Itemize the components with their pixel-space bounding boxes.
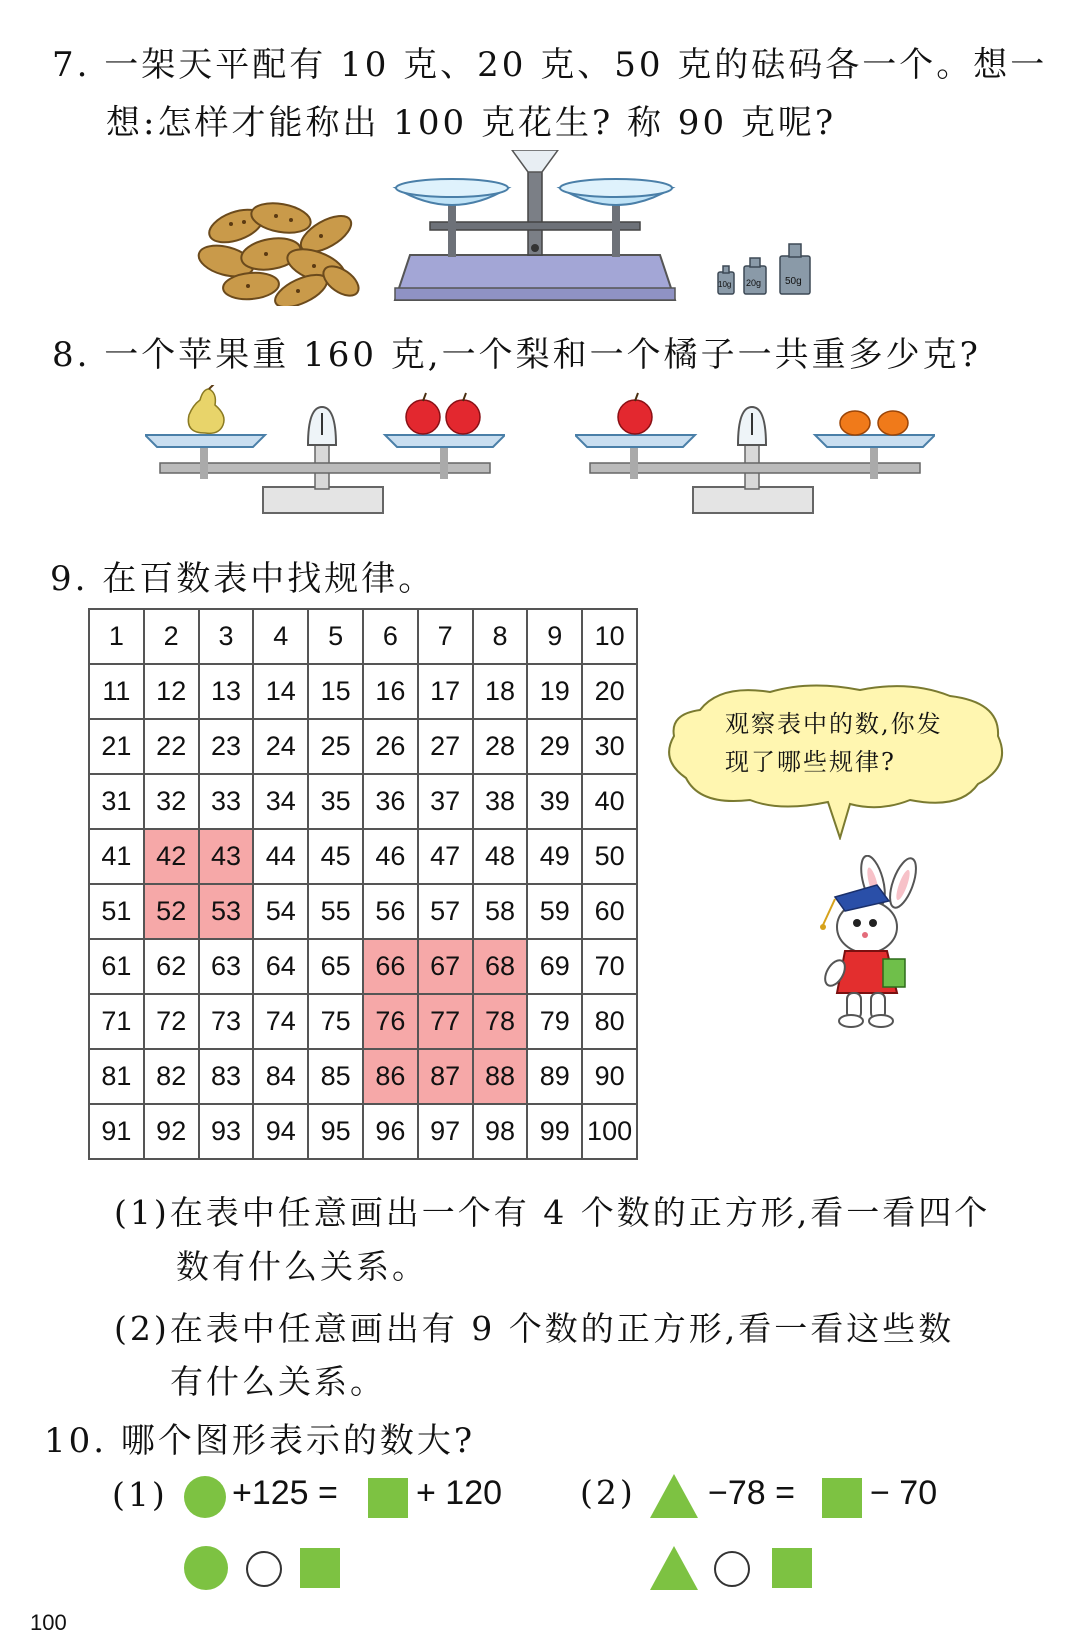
hundred-chart-cell: 26 — [363, 719, 418, 774]
hundred-chart-cell: 80 — [582, 994, 637, 1049]
hundred-chart-cell: 75 — [308, 994, 363, 1049]
hundred-chart-cell: 33 — [199, 774, 254, 829]
bubble-line1: 观察表中的数,你发 — [725, 710, 943, 738]
hundred-chart-cell: 87 — [418, 1049, 473, 1104]
hundred-chart-cell: 62 — [144, 939, 199, 994]
hundred-chart-cell: 63 — [199, 939, 254, 994]
q9-sub1-line2: 数有什么关系。 — [176, 1247, 428, 1286]
hundred-chart-cell: 42 — [144, 829, 199, 884]
hundred-chart-row — [89, 774, 637, 829]
hundred-chart-cell: 97 — [418, 1104, 473, 1159]
hundred-chart-row — [89, 939, 637, 994]
hundred-chart-cell: 67 — [418, 939, 473, 994]
hundred-chart-cell: 81 — [89, 1049, 144, 1104]
hundred-chart-cell: 9 — [527, 609, 582, 664]
answer-green-square-icon — [300, 1548, 340, 1588]
hundred-chart-cell: 94 — [253, 1104, 308, 1159]
weight-label-20g: 20g — [746, 278, 762, 288]
hundred-chart-cell: 44 — [253, 829, 308, 884]
hundred-chart-cell: 92 — [144, 1104, 199, 1159]
q10-p2-left: −78 = — [708, 1474, 795, 1512]
hundred-chart-cell: 7 — [418, 609, 473, 664]
q7-text-line1: 一架天平配有 10 克、20 克、50 克的砝码各一个。想一 — [104, 45, 1048, 85]
bubble-text — [725, 705, 943, 781]
hundred-chart-cell: 55 — [308, 884, 363, 939]
hundred-chart-row — [89, 719, 637, 774]
hundred-chart-cell: 46 — [363, 829, 418, 884]
hundred-chart-cell: 35 — [308, 774, 363, 829]
hundred-chart-cell: 79 — [527, 994, 582, 1049]
hundred-chart-cell: 31 — [89, 774, 144, 829]
weights-group — [716, 238, 816, 298]
hundred-chart-row — [89, 609, 637, 664]
hundred-chart-row — [89, 1049, 637, 1104]
q9-number: 9. — [50, 559, 89, 599]
hundred-chart-cell: 39 — [527, 774, 582, 829]
hundred-chart-cell: 69 — [527, 939, 582, 994]
hundred-chart-cell: 40 — [582, 774, 637, 829]
hundred-chart-cell: 83 — [199, 1049, 254, 1104]
hundred-chart-cell: 36 — [363, 774, 418, 829]
hundred-chart-cell: 47 — [418, 829, 473, 884]
hundred-chart-row — [89, 829, 637, 884]
green-square-icon-2 — [822, 1478, 862, 1518]
hundred-chart-cell: 76 — [363, 994, 418, 1049]
hundred-chart-cell: 58 — [473, 884, 528, 939]
green-circle-icon — [184, 1476, 226, 1518]
hundred-chart-cell: 20 — [582, 664, 637, 719]
q9-line — [50, 550, 435, 608]
scale-apple-oranges-illustration — [575, 385, 935, 525]
hundred-chart-cell: 85 — [308, 1049, 363, 1104]
hundred-chart-cell: 60 — [582, 884, 637, 939]
hundred-chart-cell: 16 — [363, 664, 418, 719]
bubble-line2: 现了哪些规律? — [725, 748, 896, 776]
hundred-chart-cell: 64 — [253, 939, 308, 994]
weight-label-10g: 10g — [718, 280, 732, 289]
q10-p2-label: (2) — [580, 1473, 636, 1512]
hundred-chart-cell: 51 — [89, 884, 144, 939]
hundred-chart-cell: 6 — [363, 609, 418, 664]
hundred-chart-cell: 21 — [89, 719, 144, 774]
peanuts-illustration — [196, 196, 366, 306]
page-number: 100 — [30, 1610, 67, 1635]
answer-blank-circle-icon[interactable] — [246, 1551, 282, 1587]
hundred-chart-cell: 84 — [253, 1049, 308, 1104]
hundred-chart-cell: 99 — [527, 1104, 582, 1159]
q10-text: 哪个图形表示的数大? — [120, 1421, 476, 1461]
hundred-chart-cell: 17 — [418, 664, 473, 719]
hundred-chart-cell: 32 — [144, 774, 199, 829]
q7-text-line2: 想:怎样才能称出 100 克花生? 称 90 克呢? — [106, 103, 837, 143]
green-triangle-icon — [650, 1474, 698, 1518]
hundred-chart-cell: 54 — [253, 884, 308, 939]
hundred-chart-cell: 96 — [363, 1104, 418, 1159]
hundred-chart-cell: 61 — [89, 939, 144, 994]
q10-p1-label: (1) — [112, 1475, 168, 1514]
hundred-chart-cell: 95 — [308, 1104, 363, 1159]
hundred-chart-cell: 49 — [527, 829, 582, 884]
hundred-chart-cell: 71 — [89, 994, 144, 1049]
hundred-chart-cell: 93 — [199, 1104, 254, 1159]
hundred-chart-cell: 73 — [199, 994, 254, 1049]
hundred-chart-cell: 14 — [253, 664, 308, 719]
hundred-chart-cell: 78 — [473, 994, 528, 1049]
hundred-chart-cell: 53 — [199, 884, 254, 939]
q10-line — [44, 1412, 475, 1470]
q9-sub2-line1: (2)在表中任意画出有 9 个数的正方形,看一看这些数 — [114, 1309, 955, 1348]
hundred-chart-cell: 24 — [253, 719, 308, 774]
hundred-chart-cell: 15 — [308, 664, 363, 719]
q10-p1-right: + 120 — [416, 1474, 503, 1512]
hundred-chart-row — [89, 664, 637, 719]
hundred-chart-cell: 13 — [199, 664, 254, 719]
hundred-chart-cell: 48 — [473, 829, 528, 884]
hundred-chart-cell: 1 — [89, 609, 144, 664]
hundred-chart-cell: 90 — [582, 1049, 637, 1104]
hundred-chart-cell: 91 — [89, 1104, 144, 1159]
balance-scale-illustration — [390, 150, 680, 310]
answer-blank-circle-icon-2[interactable] — [714, 1551, 750, 1587]
hundred-chart-cell: 74 — [253, 994, 308, 1049]
hundred-chart-cell: 22 — [144, 719, 199, 774]
hundred-chart-cell: 12 — [144, 664, 199, 719]
hundred-chart-cell: 59 — [527, 884, 582, 939]
hundred-chart-cell: 30 — [582, 719, 637, 774]
hundred-chart-cell: 34 — [253, 774, 308, 829]
q7-number: 7. — [52, 45, 91, 85]
green-square-icon — [368, 1478, 408, 1518]
hundred-chart-cell: 5 — [308, 609, 363, 664]
hundred-chart-cell: 19 — [527, 664, 582, 719]
hundred-chart-table — [88, 608, 638, 1160]
answer-green-circle-icon — [184, 1546, 228, 1590]
hundred-chart-cell: 70 — [582, 939, 637, 994]
q10-number: 10. — [44, 1421, 108, 1461]
hundred-chart-row — [89, 994, 637, 1049]
hundred-chart-cell: 28 — [473, 719, 528, 774]
answer-green-triangle-icon — [650, 1546, 698, 1590]
q10-p2-right: − 70 — [870, 1474, 938, 1512]
answer-green-square-icon-2 — [772, 1548, 812, 1588]
q9-sub1-line1: (1)在表中任意画出一个有 4 个数的正方形,看一看四个 — [114, 1193, 991, 1232]
hundred-chart-cell: 66 — [363, 939, 418, 994]
hundred-chart-cell: 11 — [89, 664, 144, 719]
hundred-chart-cell: 8 — [473, 609, 528, 664]
hundred-chart-cell: 89 — [527, 1049, 582, 1104]
hundred-chart-cell: 23 — [199, 719, 254, 774]
q8-line — [52, 326, 981, 384]
q8-number: 8. — [52, 335, 91, 375]
hundred-chart-cell: 72 — [144, 994, 199, 1049]
hundred-chart-cell: 100 — [582, 1104, 637, 1159]
hundred-chart-cell: 38 — [473, 774, 528, 829]
hundred-chart-cell: 45 — [308, 829, 363, 884]
scale-pear-apples-illustration — [145, 385, 505, 525]
hundred-chart-cell: 88 — [473, 1049, 528, 1104]
hundred-chart-row — [89, 1104, 637, 1159]
hundred-chart-cell: 10 — [582, 609, 637, 664]
hundred-chart-cell: 3 — [199, 609, 254, 664]
hundred-chart-cell: 29 — [527, 719, 582, 774]
hundred-chart-cell: 25 — [308, 719, 363, 774]
hundred-chart-cell: 82 — [144, 1049, 199, 1104]
q10-p1-left: +125 = — [232, 1474, 338, 1512]
hundred-chart-cell: 57 — [418, 884, 473, 939]
hundred-chart-cell: 43 — [199, 829, 254, 884]
weights-icon — [716, 238, 816, 298]
q9-text: 在百数表中找规律。 — [102, 559, 436, 599]
hundred-chart-cell: 86 — [363, 1049, 418, 1104]
q7-line1 — [52, 36, 1047, 94]
hundred-chart — [88, 608, 638, 1160]
hundred-chart-cell: 18 — [473, 664, 528, 719]
hundred-chart-cell: 4 — [253, 609, 308, 664]
hundred-chart-cell: 41 — [89, 829, 144, 884]
hundred-chart-cell: 68 — [473, 939, 528, 994]
hundred-chart-cell: 98 — [473, 1104, 528, 1159]
hundred-chart-cell: 2 — [144, 609, 199, 664]
hundred-chart-row — [89, 884, 637, 939]
hundred-chart-cell: 37 — [418, 774, 473, 829]
q8-text: 一个苹果重 160 克,一个梨和一个橘子一共重多少克? — [104, 335, 981, 375]
q9-sub2-line2: 有什么关系。 — [170, 1362, 386, 1401]
hundred-chart-cell: 52 — [144, 884, 199, 939]
rabbit-illustration — [805, 855, 945, 1035]
hundred-chart-cell: 77 — [418, 994, 473, 1049]
hundred-chart-cell: 50 — [582, 829, 637, 884]
hundred-chart-cell: 56 — [363, 884, 418, 939]
weight-label-50g: 50g — [785, 276, 802, 287]
hundred-chart-cell: 65 — [308, 939, 363, 994]
hundred-chart-cell: 27 — [418, 719, 473, 774]
